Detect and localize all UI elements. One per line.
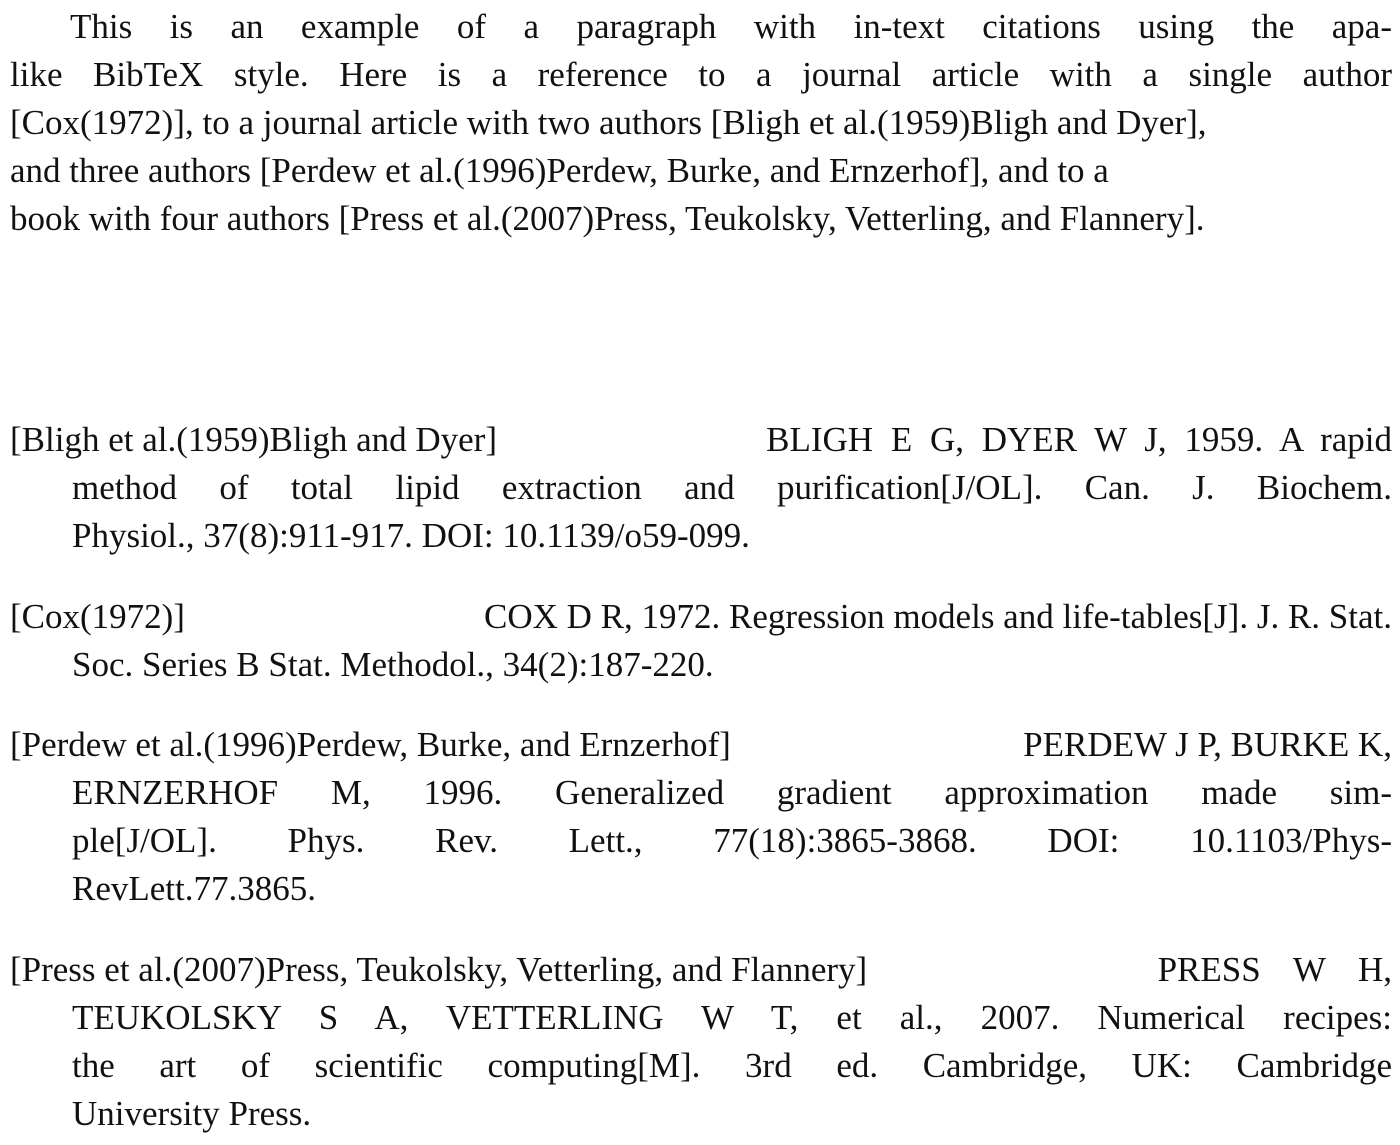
- reference-text: PRESS W H,: [1157, 950, 1392, 989]
- paragraph-line: [Cox(1972)], to a journal article with two authors [Bligh et al.(1959)Bligh and Dyer],: [10, 103, 1207, 142]
- paragraph-line: like BibTeX style. Here is a reference to a journal article with a single author: [10, 55, 1392, 94]
- reference-text: the art of scientific computing[M]. 3rd ed. Cambridge, UK: Cambridge: [72, 1046, 1392, 1085]
- reference-text: ple[J/OL]. Phys. Rev. Lett., 77(18):3865-3868. DOI: 10.1103/Phys-: [72, 821, 1392, 860]
- reference-text: COX D R, 1972. Regression models and life-tables[J]. J. R. Stat.: [484, 597, 1392, 636]
- paragraph-line: book with four authors [Press et al.(2007)Press, Teukolsky, Vetterling, and Flannery].: [10, 199, 1205, 238]
- reference-text: University Press.: [72, 1094, 312, 1133]
- paragraph-line: and three authors [Perdew et al.(1996)Perdew, Burke, and Ernzerhof], and to a: [10, 151, 1109, 190]
- reference-label: [Cox(1972)]: [10, 597, 185, 636]
- reference-text: PERDEW J P, BURKE K,: [1023, 725, 1392, 764]
- reference-text: method of total lipid extraction and purification[J/OL]. Can. J. Biochem.: [72, 468, 1392, 507]
- reference-label: [Bligh et al.(1959)Bligh and Dyer]: [10, 420, 497, 459]
- reference-text: Soc. Series B Stat. Methodol., 34(2):187-220.: [72, 645, 714, 684]
- reference-text: Physiol., 37(8):911-917. DOI: 10.1139/o59-099.: [72, 516, 750, 555]
- reference-text: RevLett.77.3865.: [72, 869, 316, 908]
- reference-text: TEUKOLSKY S A, VETTERLING W T, et al., 2007. Numerical recipes:: [72, 998, 1392, 1037]
- paragraph-line: This is an example of a paragraph with in-text citations using the apa-: [70, 7, 1392, 46]
- reference-label: [Press et al.(2007)Press, Teukolsky, Vetterling, and Flannery]: [10, 950, 868, 989]
- reference-label: [Perdew et al.(1996)Perdew, Burke, and Ernzerhof]: [10, 725, 731, 764]
- reference-text: ERNZERHOF M, 1996. Generalized gradient approximation made sim-: [72, 773, 1392, 812]
- reference-text: BLIGH E G, DYER W J, 1959. A rapid: [766, 420, 1392, 459]
